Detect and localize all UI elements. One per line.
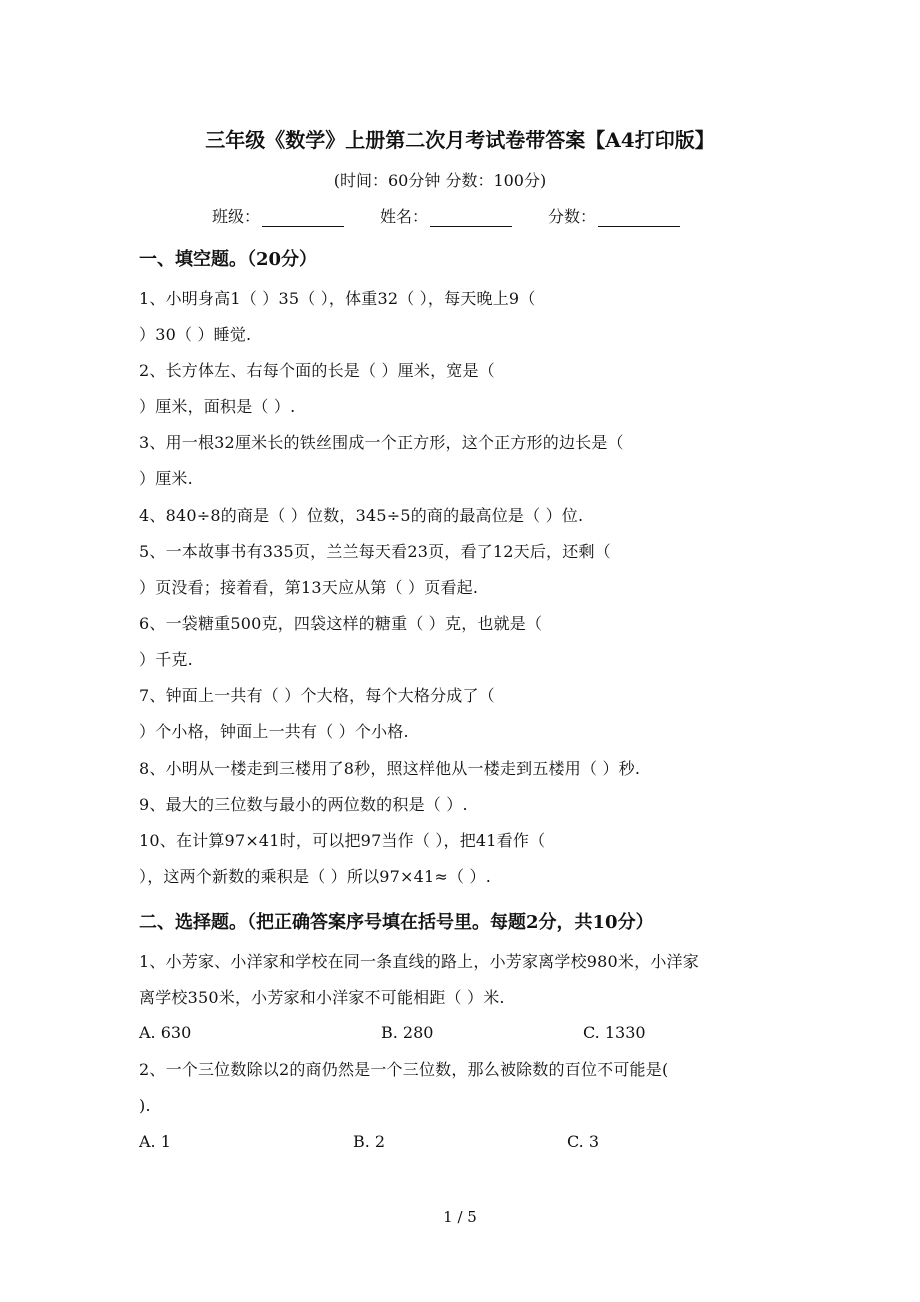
- name-blank[interactable]: [430, 208, 512, 227]
- s1-line: ）页没看；接着看，第13天应从第（ ）页看起.: [139, 578, 479, 597]
- section2-heading: 二、选择题。（把正确答案序号填在括号里。每题2分，共10分）: [139, 912, 654, 933]
- s1-line: ）千克.: [139, 650, 193, 669]
- class-blank[interactable]: [262, 208, 344, 227]
- s1-line: ），这两个新数的乘积是（ ）所以97×41≈（ ）.: [139, 867, 491, 886]
- s1-line: 1、小明身高1（ ）35（ ），体重32（ ），每天晚上9（: [139, 289, 536, 308]
- s1-line: 4、840÷8的商是（ ）位数，345÷5的商的最高位是（ ）位.: [139, 506, 584, 525]
- q2-option-c[interactable]: C. 3: [567, 1132, 600, 1151]
- q1-option-a[interactable]: A. 630: [139, 1023, 192, 1042]
- score-label: 分数：: [548, 207, 597, 226]
- q1-line: 离学校350米，小芳家和小洋家不可能相距（ ）米.: [139, 988, 505, 1007]
- q2-line: 2、一个三位数除以2的商仍然是一个三位数，那么被除数的百位不可能是(: [139, 1060, 669, 1079]
- s1-line: 5、一本故事书有335页，兰兰每天看23页，看了12天后，还剩（: [139, 542, 611, 561]
- s1-line: ）厘米.: [139, 469, 193, 488]
- s1-line: ）个小格，钟面上一共有（ ）个小格.: [139, 722, 409, 741]
- name-label: 姓名：: [380, 207, 429, 226]
- student-info-row: [212, 204, 716, 227]
- s1-line: 9、最大的三位数与最小的两位数的积是（ ）.: [139, 795, 468, 814]
- score-blank[interactable]: [598, 208, 680, 227]
- exam-title: 三年级《数学》上册第二次月考试卷带答案【A4打印版】: [205, 128, 715, 152]
- q1-option-c[interactable]: C. 1330: [583, 1023, 646, 1042]
- s1-line: 8、小明从一楼走到三楼用了8秒，照这样他从一楼走到五楼用（ ）秒.: [139, 759, 641, 778]
- s1-line: ）厘米，面积是（ ）.: [139, 397, 296, 416]
- name-field: [380, 204, 512, 227]
- q2-option-a[interactable]: A. 1: [139, 1132, 171, 1151]
- s1-line: 2、长方体左、右每个面的长是（ ）厘米，宽是（: [139, 361, 495, 380]
- s1-line: 6、一袋糖重500克，四袋这样的糖重（ ）克，也就是（: [139, 614, 543, 633]
- score-field: [548, 204, 680, 227]
- s1-line: ）30（ ）睡觉.: [139, 325, 252, 344]
- page-number: 1 / 5: [443, 1208, 477, 1226]
- exam-subtitle: (时间：60分钟 分数：100分): [333, 171, 547, 190]
- class-label: 班级：: [212, 207, 261, 226]
- s1-line: 10、在计算97×41时，可以把97当作（ ），把41看作（: [139, 831, 546, 850]
- q1-line: 1、小芳家、小洋家和学校在同一条直线的路上，小芳家离学校980米，小洋家: [139, 952, 699, 971]
- s1-line: 7、钟面上一共有（ ）个大格，每个大格分成了（: [139, 686, 495, 705]
- q2-line: ).: [139, 1096, 151, 1115]
- section1-heading: 一、填空题。（20分）: [139, 249, 318, 270]
- s1-line: 3、用一根32厘米长的铁丝围成一个正方形，这个正方形的边长是（: [139, 433, 624, 452]
- class-field: [212, 204, 344, 227]
- q2-option-b[interactable]: B. 2: [353, 1132, 386, 1151]
- q1-option-b[interactable]: B. 280: [381, 1023, 434, 1042]
